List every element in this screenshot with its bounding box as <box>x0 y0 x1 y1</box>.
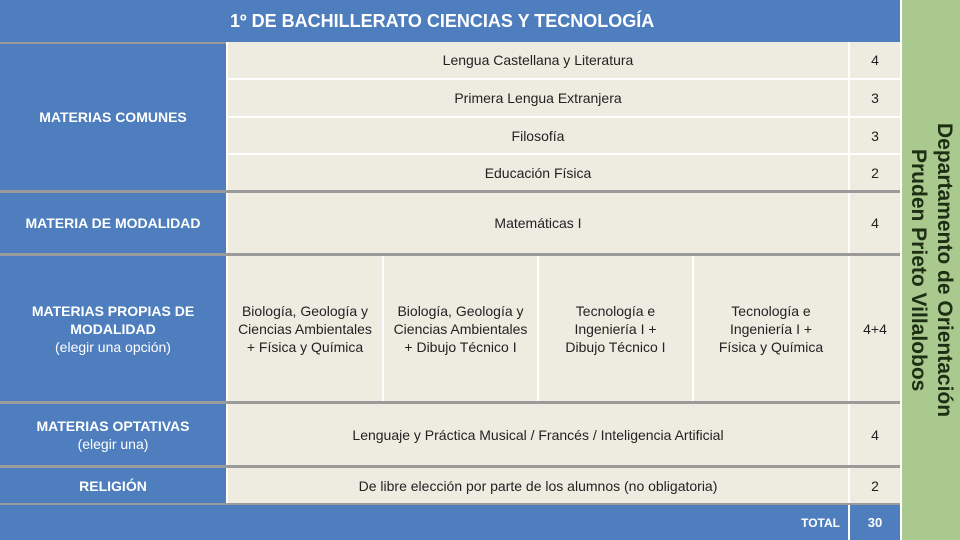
section-label-text: MATERIAS PROPIAS DE MODALIDAD <box>31 302 195 337</box>
total-value-cell <box>850 505 900 540</box>
total-label-cell <box>0 505 848 540</box>
table-row <box>228 42 848 78</box>
hours-value: 4 <box>871 52 879 68</box>
hours-value: 3 <box>871 127 879 144</box>
hours-value: 2 <box>871 477 879 494</box>
section-label-text: MATERIAS COMUNES <box>39 109 187 125</box>
option-cell <box>384 256 537 401</box>
option-text: Biología, Geología y Ciencias Ambientales + Física y Química <box>238 302 372 355</box>
total-value: 30 <box>867 515 883 530</box>
section-sublabel: (elegir una opción) <box>55 338 171 355</box>
hours-cell <box>850 118 900 153</box>
side-panel-text <box>905 123 957 417</box>
hours-value: 4 <box>871 426 879 443</box>
section-label-propias <box>0 256 226 401</box>
hours-cell <box>850 80 900 116</box>
hours-cell <box>850 42 900 78</box>
table-row <box>228 118 848 153</box>
total-label: TOTAL <box>801 515 840 530</box>
page-title-text: 1º DE BACHILLERATO CIENCIAS Y TECNOLOGÍA <box>230 10 655 31</box>
hours-value: 4+4 <box>863 320 887 337</box>
page-title <box>226 0 900 42</box>
author-name: Pruden Prieto Villalobos <box>907 148 930 392</box>
option-cell <box>228 256 382 401</box>
section-label-optativas <box>0 404 226 465</box>
table-row <box>228 404 848 465</box>
hours-value: 4 <box>871 215 879 231</box>
department-name: Departamento de Orientación <box>933 122 956 418</box>
side-panel <box>902 0 960 540</box>
section-label-religion <box>0 468 226 503</box>
option-cell <box>694 256 848 401</box>
option-text: Biología, Geología y Ciencias Ambientales + Dibujo Técnico I <box>393 302 528 355</box>
subject-name: Lengua Castellana y Literatura <box>442 52 634 68</box>
table-row <box>228 468 848 503</box>
table-row <box>228 80 848 116</box>
subject-name: Educación Física <box>484 164 592 181</box>
subject-name: Lenguaje y Práctica Musical / Francés / Inteligencia Artificial <box>352 426 724 443</box>
subject-name: De libre elección por parte de los alumnos (no obligatoria) <box>358 477 718 494</box>
hours-value: 2 <box>871 164 879 181</box>
table-row <box>228 155 848 190</box>
section-label-modalidad <box>0 193 226 253</box>
subject-name: Filosofía <box>511 127 565 144</box>
option-text: Tecnología e Ingeniería I + Dibujo Técnico I <box>565 302 666 355</box>
hours-cell <box>850 193 900 253</box>
section-label-text: MATERIA DE MODALIDAD <box>25 215 201 231</box>
option-text: Tecnología e Ingeniería I + Física y Química <box>718 302 824 355</box>
title-bar-left <box>0 0 226 42</box>
section-label-text: MATERIAS OPTATIVAS <box>36 417 190 434</box>
hours-cell <box>850 256 900 401</box>
section-sublabel: (elegir una) <box>77 435 149 452</box>
subject-name: Primera Lengua Extranjera <box>454 90 622 106</box>
hours-cell <box>850 468 900 503</box>
hours-cell <box>850 155 900 190</box>
option-cell <box>539 256 692 401</box>
section-label-text: RELIGIÓN <box>79 477 147 494</box>
table-row <box>228 193 848 253</box>
subject-name: Matemáticas I <box>494 215 582 231</box>
hours-cell <box>850 404 900 465</box>
hours-value: 3 <box>871 90 879 106</box>
section-label-comunes <box>0 44 226 190</box>
